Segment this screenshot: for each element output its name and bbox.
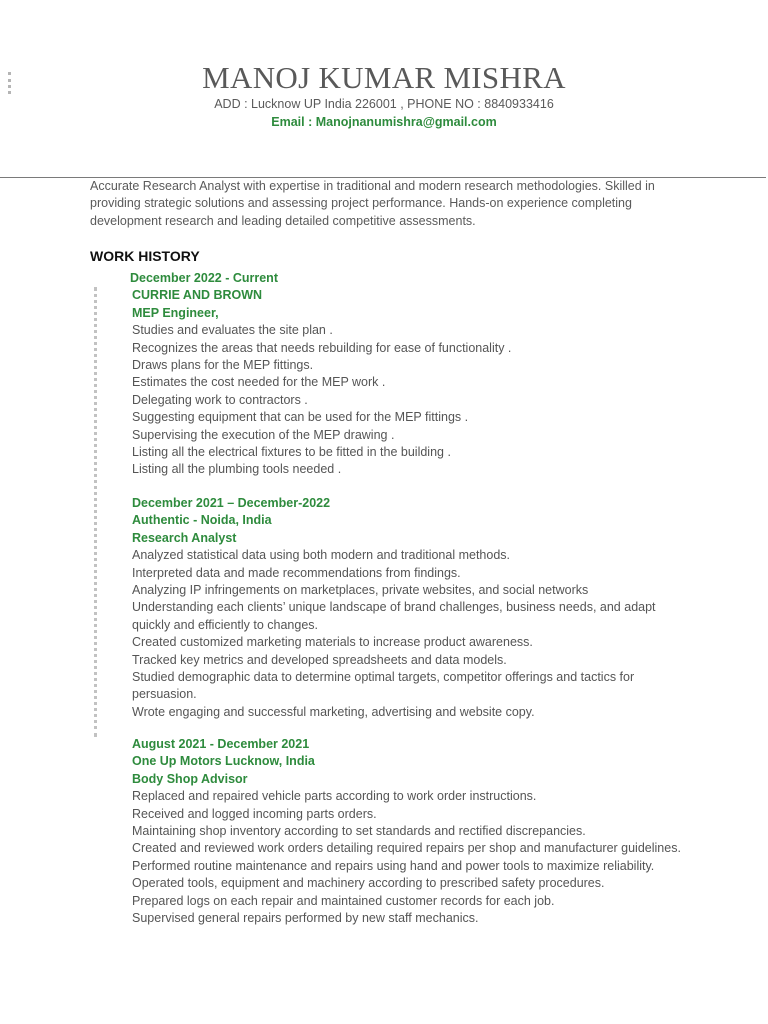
job-duty: Created customized marketing materials to increase product awareness. xyxy=(132,635,533,650)
job-dates: December 2021 – December-2022 xyxy=(132,496,331,510)
job-role: Body Shop Advisor xyxy=(132,771,248,786)
job-company: CURRIE AND BROWN xyxy=(132,288,263,303)
job-duty: Wrote engaging and successful marketing, advertising and website copy. xyxy=(132,704,535,719)
job-dates: August 2021 - December 2021 xyxy=(132,737,310,751)
contact-line: ADD : Lucknow UP India 226001 , PHONE NO : 8840933416 xyxy=(214,97,554,111)
job-duty: Received and logged incoming parts orders. xyxy=(132,806,377,821)
job-entry xyxy=(132,736,692,927)
job-duty: Draws plans for the MEP fittings. xyxy=(132,358,314,373)
work-history-heading: WORK HISTORY xyxy=(90,248,200,264)
email-line: Email : Manojnanumishra@gmail.com xyxy=(271,115,497,129)
job-role: MEP Engineer, xyxy=(132,305,219,320)
job-duty: Performed routine maintenance and repairs using hand and power tools to maximize reliability. xyxy=(132,858,655,873)
professional-summary: Accurate Research Analyst with expertise in traditional and modern research methodologies. Skilled in providing strategic solutions and assessing project performance. Hands-on experience completing development research and leading detailed competitive assessments. xyxy=(90,179,655,228)
job-duty: Tracked key metrics and developed spreadsheets and data models. xyxy=(132,652,507,667)
job-duty: Prepared logs on each repair and maintained customer records for each job. xyxy=(132,893,555,908)
job-duty: Studied demographic data to determine optimal targets, competitor offerings and tactics for persuasion. xyxy=(132,670,635,702)
job-dates: December 2022 - Current xyxy=(130,271,278,285)
job-duty: Replaced and repaired vehicle parts according to work order instructions. xyxy=(132,789,537,804)
job-entry xyxy=(132,495,692,721)
job-duty: Listing all the electrical fixtures to be fitted in the building . xyxy=(132,445,451,460)
job-duty: Supervised general repairs performed by new staff mechanics. xyxy=(132,911,479,926)
job-duty: Estimates the cost needed for the MEP work . xyxy=(132,375,386,390)
job-role: Research Analyst xyxy=(132,530,237,545)
candidate-name: MANOJ KUMAR MISHRA xyxy=(202,60,566,95)
job-duty: Operated tools, equipment and machinery according to prescribed safety procedures. xyxy=(132,876,605,891)
job-entry xyxy=(132,270,692,479)
job-company: Authentic - Noida, India xyxy=(132,513,272,528)
job-duty: Recognizes the areas that needs rebuilding for ease of functionality . xyxy=(132,340,512,355)
job-duty: Listing all the plumbing tools needed . xyxy=(132,462,342,477)
job-duty: Interpreted data and made recommendations from findings. xyxy=(132,565,461,580)
job-duty: Delegating work to contractors . xyxy=(132,392,308,407)
job-company: One Up Motors Lucknow, India xyxy=(132,754,315,769)
job-duty: Created and reviewed work orders detailing required repairs per shop and manufacturer guidelines. xyxy=(132,841,681,856)
job-duty: Analyzing IP infringements on marketplaces, private websites, and social networks xyxy=(132,583,589,598)
timeline-dots-decoration xyxy=(94,287,97,737)
job-duty: Understanding each clients’ unique landscape of brand challenges, business needs, and adapt quickly and efficiently to changes. xyxy=(132,600,656,632)
job-duty: Maintaining shop inventory according to set standards and rectified discrepancies. xyxy=(132,824,586,839)
job-duty: Supervising the execution of the MEP drawing . xyxy=(132,427,395,442)
job-duty: Suggesting equipment that can be used for the MEP fittings . xyxy=(132,410,469,425)
job-duty: Studies and evaluates the site plan . xyxy=(132,323,333,338)
job-duty: Analyzed statistical data using both modern and traditional methods. xyxy=(132,548,511,563)
